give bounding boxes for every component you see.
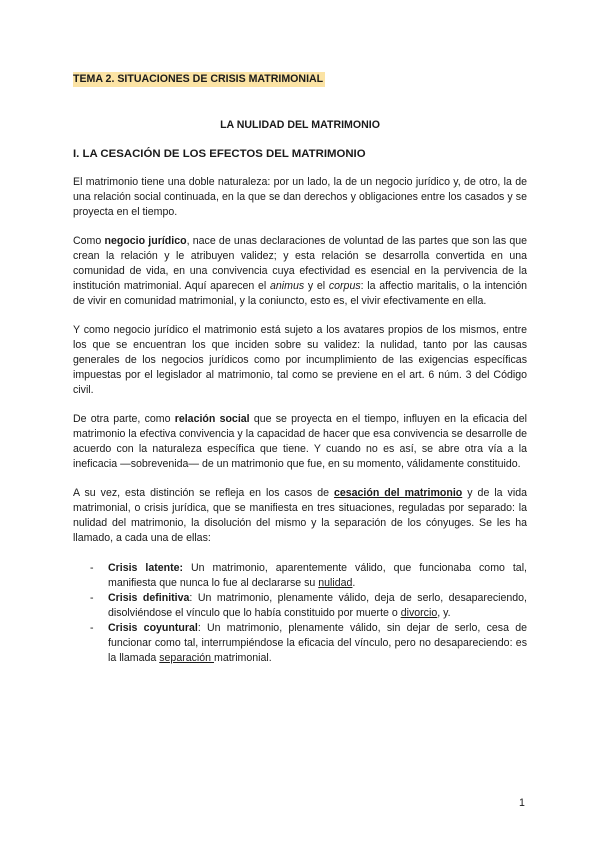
section-heading: I. LA CESACIÓN DE LOS EFECTOS DEL MATRIMONIO <box>73 148 366 160</box>
text-run: . <box>352 577 356 589</box>
list-bullet: - <box>90 622 94 634</box>
topic-heading <box>73 72 527 87</box>
text-run: que se proyecta en el tiempo, influyen en la eficacia del matrimonio la efectiva convivencia y la capacidad de hacer que esa convivencia se desarrolle de acuerdo con la naturaleza específica que tiene. Y cuando no es así, se abre otra vía a la ineficacia —sobrevenida— de un matrimonio que fue, en su momento, válidamente constituido. <box>73 413 527 470</box>
list-bullet: - <box>90 562 94 574</box>
list-item <box>73 591 527 621</box>
paragraph-4 <box>73 412 527 472</box>
text-run: , nace de unas declaraciones de voluntad de las partes que son las que crean la relación y le atribuyen validez; y esta relación se desarrolla convertida en una comunidad de vida, en una convivencia cuya efectividad es esencial en la pervivencia de la institución matrimonial. Aquí aparecen el <box>73 235 528 292</box>
term-corpus: corpus <box>328 280 361 292</box>
crisis-term: Crisis definitiva <box>108 592 190 604</box>
document-title: LA NULIDAD DEL MATRIMONIO <box>220 119 380 131</box>
text-run: Un matrimonio, aparentemente válido, que funcionaba como tal, manifiesta que nunca lo fue al declararse su <box>108 562 527 589</box>
term-negocio-juridico: negocio jurídico <box>104 235 187 247</box>
document-body <box>73 72 527 666</box>
term-relacion-social: relación social <box>174 413 250 425</box>
crisis-term: Crisis coyuntural <box>108 622 198 634</box>
text-run: : la affectio maritalis, o la intención de vivir en comunidad matrimonial, y la coniuncto, esto es, el vivir efectivamente en ella. <box>73 280 527 307</box>
linked-term-divorcio: divorcio <box>400 607 438 619</box>
text-run: : Un matrimonio, plenamente válido, sin dejar de serlo, cesa de funcionar como tal, interrumpiéndose la eficacia del vínculo, pero no desapareciendo: es la llamada <box>108 622 527 664</box>
linked-term-separacion: separación <box>159 652 215 664</box>
term-cesacion-del-matrimonio: cesación del matrimonio <box>333 487 463 499</box>
paragraph-5 <box>73 486 527 546</box>
linked-term-nulidad: nulidad <box>318 577 353 589</box>
paragraph-2 <box>73 234 527 309</box>
text-run: , y. <box>437 607 451 619</box>
crisis-list <box>73 561 527 666</box>
text-run: : Un matrimonio, plenamente válido, deja de serlo, desapareciendo, disolviéndose el vínculo que lo había constituido por muerte o <box>108 592 527 619</box>
term-animus: animus <box>270 280 305 292</box>
paragraph-1: El matrimonio tiene una doble naturaleza: por un lado, la de un negocio jurídico y, de otro, la de una relación social continuada, en la que se dan derechos y obligaciones entre los casados y se proyecta en el tiempo. <box>73 176 527 218</box>
text-run: y de la vida matrimonial, o crisis jurídica, que se manifiesta en tres situaciones, reguladas por separado: la nulidad del matrimonio, la disolución del mismo y la separación de los cónyuges. Se les ha llamado, a cada una de ellas: <box>73 487 527 544</box>
text-run: matrimonial. <box>214 652 272 664</box>
page-number: 1 <box>519 797 525 809</box>
list-bullet: - <box>90 592 94 604</box>
text-run: Como <box>73 235 105 247</box>
text-run: A su vez, esta distinción se refleja en los casos de <box>73 487 334 499</box>
crisis-term: Crisis latente: <box>108 562 184 574</box>
paragraph-3: Y como negocio jurídico el matrimonio está sujeto a los avatares propios de los mismos, entre los que se encuentran los que inciden sobre su validez: la nulidad, tanto por las causas generales de los negocios jurídicos como por incumplimiento de las exigencias específicas impuestas por el legislador al matrimonio, tal como se previene en el art. 6 núm. 3 del Código civil. <box>73 324 527 396</box>
list-item <box>73 561 527 591</box>
text-run: De otra parte, como <box>73 413 175 425</box>
list-item <box>73 621 527 666</box>
text-run: y el <box>304 280 329 292</box>
topic-heading-highlight: TEMA 2. SITUACIONES DE CRISIS MATRIMONIAL <box>73 73 324 85</box>
